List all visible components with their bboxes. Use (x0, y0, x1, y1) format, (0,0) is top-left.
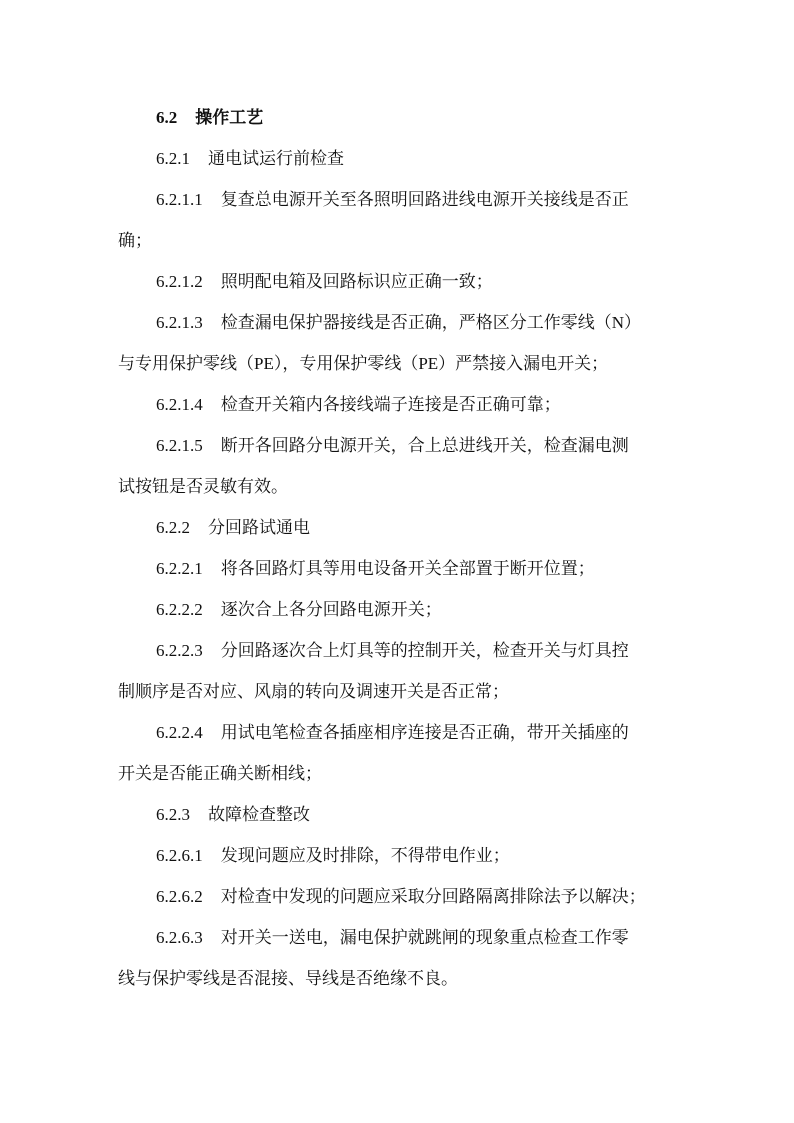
item-6-2-6-3: 6.2.6.3 对开关一送电，漏电保护就跳闸的现象重点检查工作零 (156, 928, 629, 947)
item-6-2-1-1: 6.2.1.1 复查总电源开关至各照明回路进线电源开关接线是否正 (156, 190, 629, 209)
section-heading (118, 97, 688, 138)
document-body (118, 97, 688, 999)
item-6-2-1: 6.2.1 通电试运行前检查 (156, 149, 344, 168)
section-number: 6.2 (156, 108, 178, 127)
item-6-2-1-3: 6.2.1.3 检查漏电保护器接线是否正确，严格区分工作零线（N） (156, 313, 642, 332)
item-6-2-1-5-cont: 试按钮是否灵敏有效。 (118, 477, 288, 496)
item-6-2-2-4-cont: 开关是否能正确关断相线； (118, 764, 322, 783)
item-6-2-2-1: 6.2.2.1 将各回路灯具等用电设备开关全部置于断开位置； (156, 559, 595, 578)
item-6-2-2-3-cont: 制顺序是否对应、风扇的转向及调速开关是否正常； (118, 682, 509, 701)
item-6-2-1-2: 6.2.1.2 照明配电箱及回路标识应正确一致； (156, 272, 493, 291)
item-6-2-6-2: 6.2.6.2 对检查中发现的问题应采取分回路隔离排除法予以解决； (156, 887, 646, 906)
item-6-2-6-3-cont: 线与保护零线是否混接、导线是否绝缘不良。 (118, 969, 458, 988)
item-6-2-2-4: 6.2.2.4 用试电笔检查各插座相序连接是否正确，带开关插座的 (156, 723, 629, 742)
item-6-2-2-2: 6.2.2.2 逐次合上各分回路电源开关； (156, 600, 442, 619)
item-6-2-1-5: 6.2.1.5 断开各回路分电源开关，合上总进线开关，检查漏电测 (156, 436, 629, 455)
item-6-2-2: 6.2.2 分回路试通电 (156, 518, 310, 537)
item-6-2-1-4: 6.2.1.4 检查开关箱内各接线端子连接是否正确可靠； (156, 395, 561, 414)
section-title: 操作工艺 (195, 108, 264, 127)
item-6-2-6-1: 6.2.6.1 发现问题应及时排除，不得带电作业； (156, 846, 510, 865)
item-6-2-1-3-cont: 与专用保护零线（PE），专用保护零线（PE）严禁接入漏电开关； (118, 354, 609, 373)
item-6-2-3: 6.2.3 故障检查整改 (156, 805, 310, 824)
item-6-2-2-3: 6.2.2.3 分回路逐次合上灯具等的控制开关，检查开关与灯具控 (156, 641, 629, 660)
item-6-2-1-1-cont: 确； (118, 231, 152, 250)
